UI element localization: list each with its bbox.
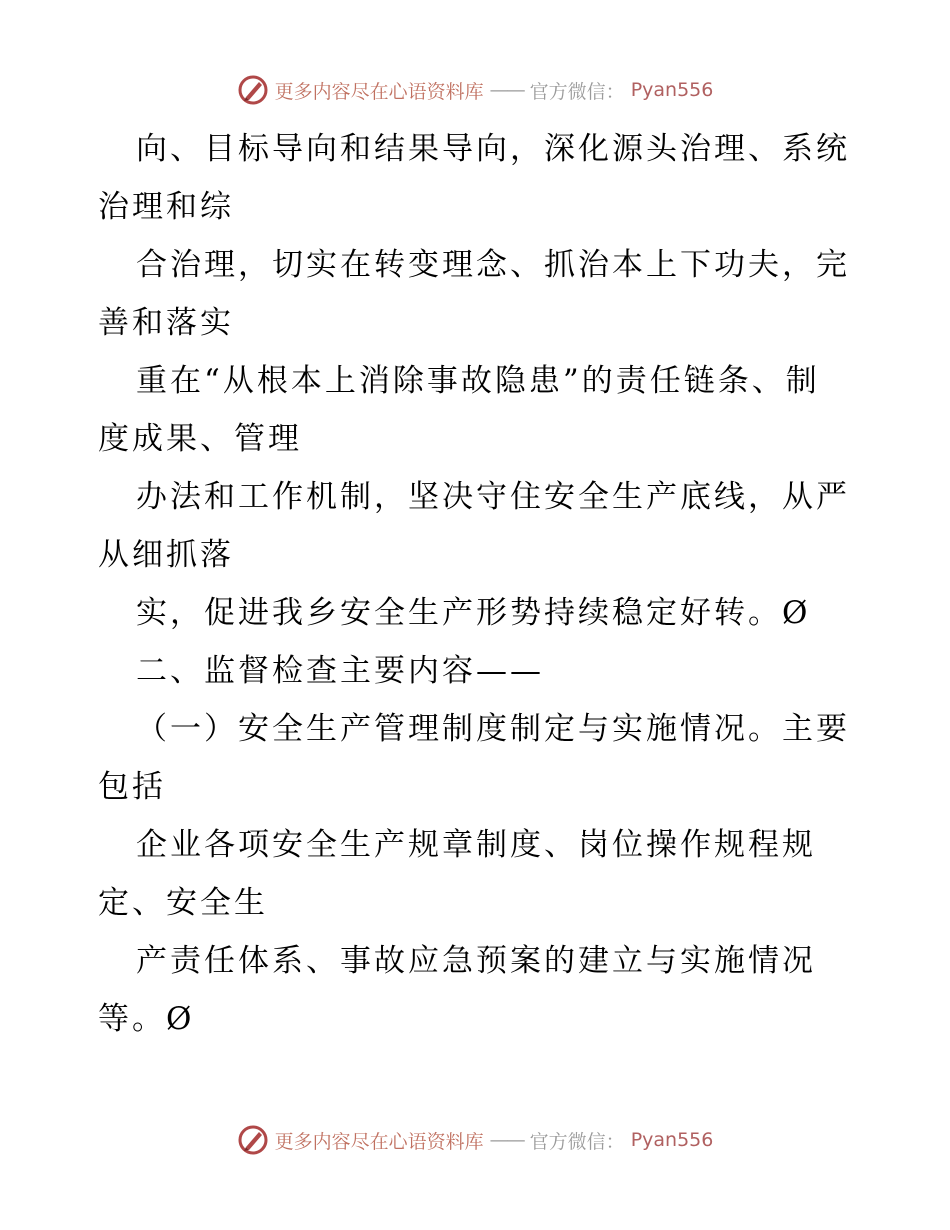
watermark-wechat-id: Pyan556 (630, 79, 714, 101)
text-line: 产责任体系、事故应急预案的建立与实施情况 (136, 943, 816, 979)
text-line: 重在“从根本上消除事故隐患”的责任链条、制 (136, 363, 820, 399)
watermark-dash: —— (489, 1129, 524, 1151)
document-body (98, 120, 858, 1048)
text-line: 包括 (98, 769, 166, 805)
text-line: 定、安全生 (98, 885, 268, 921)
text-line: 实，促进我乡安全生产形势持续稳定好转。Ø (136, 595, 811, 631)
watermark-main-text: 更多内容尽在心语资料库 (274, 1130, 484, 1153)
watermark-wechat-id: Pyan556 (630, 1129, 714, 1151)
watermark-sub-text: 官方微信： (529, 1130, 625, 1153)
watermark-dash: —— (489, 79, 524, 101)
text-line: 办法和工作机制，坚决守住安全生产底线，从严 (136, 479, 850, 515)
pen-logo-icon (237, 74, 269, 106)
text-line: 等。Ø (98, 1001, 195, 1037)
text-line: 合治理，切实在转变理念、抓治本上下功夫，完 (136, 247, 850, 283)
section-heading: 二、监督检查主要内容—— (136, 653, 544, 689)
text-line: 治理和综 (98, 189, 234, 225)
text-line: 向、目标导向和结果导向，深化源头治理、系统 (136, 131, 850, 167)
watermark-main-text: 更多内容尽在心语资料库 (274, 80, 484, 103)
text-line: 企业各项安全生产规章制度、岗位操作规程规 (136, 827, 816, 863)
footer-watermark (0, 1124, 950, 1156)
pen-logo-icon (237, 1124, 269, 1156)
watermark-sub-text: 官方微信： (529, 80, 625, 103)
header-watermark (0, 74, 950, 106)
text-line: 从细抓落 (98, 537, 234, 573)
text-line: （一）安全生产管理制度制定与实施情况。主要 (136, 711, 850, 747)
text-line: 善和落实 (98, 305, 234, 341)
text-line: 度成果、管理 (98, 421, 302, 457)
